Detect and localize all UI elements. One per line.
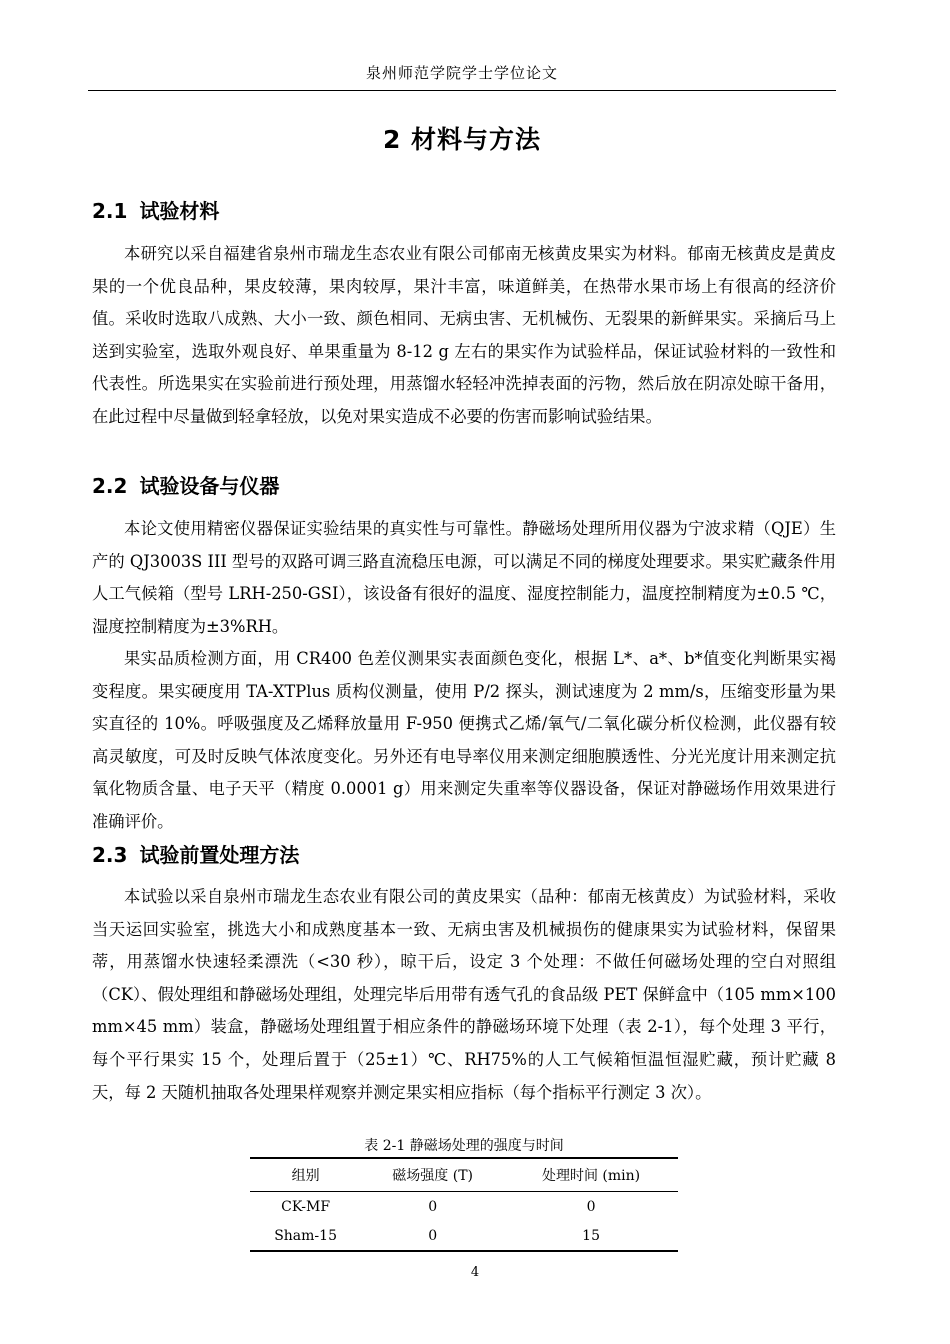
section-heading-2-2 — [92, 472, 279, 500]
section-number: 2.2 — [92, 474, 128, 498]
table-caption: 表 2-1 静磁场处理的强度与时间 — [364, 1138, 564, 1154]
section-title: 试验设备与仪器 — [139, 474, 280, 498]
section-number: 2.3 — [92, 843, 128, 867]
section-2-2-paragraph-1: 本论文使用精密仪器保证实验结果的真实性与可靠性。静磁场处理所用仪器为宁波求精（QJE）生产的 QJ3003S III 型号的双路可调三路直流稳压电源，可以满足不同的梯度处理要求。果实贮藏条件用人工气候箱（型号 LRH-250-GSI），该设备有很好的温度、湿度控制能力，温度控制精度为±0.5 ℃，湿度控制精度为±3%RH。 — [92, 519, 836, 636]
table-cell: CK-MF — [281, 1198, 331, 1215]
section-number: 2.1 — [92, 199, 128, 223]
data-table — [250, 1157, 678, 1252]
table-header-cell: 处理时间 (min) — [504, 1158, 678, 1192]
table-cell: Sham-15 — [250, 1221, 361, 1251]
table-cell: 0 — [586, 1198, 596, 1215]
table-cell: 15 — [504, 1221, 678, 1251]
section-2-3-paragraph-1: 本试验以采自泉州市瑞龙生态农业有限公司的黄皮果实（品种：郁南无核黄皮）为试验材料，采收当天运回实验室，挑选大小和成熟度基本一致、无病虫害及机械损伤的健康果实为试验材料，保留果蒂，用蒸馏水快速轻柔漂洗（<30 秒），晾干后，设定 3 个处理：不做任何磁场处理的空白对照组（CK）、假处理组和静磁场处理组，处理完毕后用带有透气孔的食品级 PET 保鲜盒中（105 mm×100 mm×45 mm）装盒，静磁场处理组置于相应条件的静磁场环境下处理（表 2-1），每个处理 3 平行，每个平行果实 15 个，处理后置于（25±1）℃、RH75%的人工气候箱恒温恒湿贮藏，预计贮藏 8 天，每 2 天随机抽取各处理果样观察并测定果实相应指标（每个指标平行测定 3 次）。 — [92, 887, 836, 1102]
chapter-title: 2 材料与方法 — [382, 125, 542, 154]
table-header-cell: 组别 — [250, 1158, 361, 1192]
table-row — [250, 1221, 678, 1251]
section-2-1-paragraph-1: 本研究以采自福建省泉州市瑞龙生态农业有限公司郁南无核黄皮果实为材料。郁南无核黄皮是黄皮果的一个优良品种，果皮较薄，果肉较厚，果汁丰富，味道鲜美，在热带水果市场上有很高的经济价值。采收时选取八成熟、大小一致、颜色相同、无病虫害、无机械伤、无裂果的新鲜果实。采摘后马上送到实验室，选取外观良好、单果重量为 8-12 g 左右的果实作为试验样品，保证试验材料的一致性和代表性。所选果实在实验前进行预处理，用蒸馏水轻轻冲洗掉表面的污物，然后放在阴凉处晾干备用，在此过程中尽量做到轻拿轻放，以免对果实造成不必要的伤害而影响试验结果。 — [92, 244, 836, 426]
table-cell: 0 — [361, 1221, 504, 1251]
header-rule — [88, 90, 836, 91]
page-number: 4 — [470, 1265, 480, 1280]
running-header: 泉州师范学院学士学位论文 — [365, 64, 558, 82]
section-heading-2-3 — [92, 841, 299, 869]
table-header-row — [250, 1158, 678, 1192]
section-2-2-paragraph-2: 果实品质检测方面，用 CR400 色差仪测果实表面颜色变化，根据 L*、a*、b*值变化判断果实褐变程度。果实硬度用 TA-XTPlus 质构仪测量，使用 P/2 探头，测试速度为 2 mm/s，压缩变形量为果实直径的 10%。呼吸强度及乙烯释放量用 F-950 便携式乙烯/氧气/二氧化碳分析仪检测，此仪器有较高灵敏度，可及时反映气体浓度变化。另外还有电导率仪用来测定细胞膜透性、分光光度计用来测定抗氧化物质含量、电子天平（精度 0.0001 g）用来测定失重率等仪器设备，保证对静磁场作用效果进行准确评价。 — [92, 649, 836, 831]
table-row — [250, 1192, 678, 1222]
table-cell: 0 — [428, 1198, 438, 1215]
section-heading-2-1 — [92, 197, 219, 225]
section-title: 试验材料 — [139, 199, 220, 223]
section-title: 试验前置处理方法 — [139, 843, 300, 867]
table-header-cell: 磁场强度 (T) — [361, 1158, 504, 1192]
